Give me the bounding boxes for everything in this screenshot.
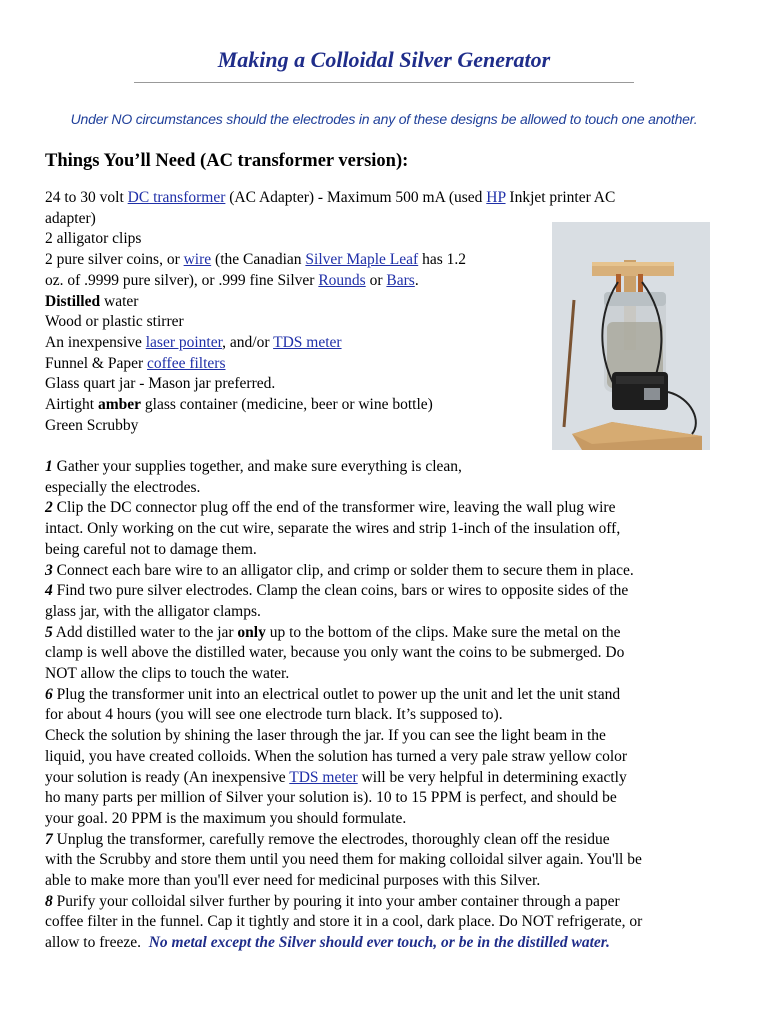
step-text: glass jar, with the alligator clamps. bbox=[45, 602, 261, 620]
link-tds-meter[interactable]: TDS meter bbox=[273, 333, 342, 351]
list-item: oz. of .9999 pure silver), or .999 fine Silver Rounds or Bars. bbox=[45, 271, 419, 289]
step-8: 8 Purify your colloidal silver further by pouring it into your amber container through a paper bbox=[45, 892, 620, 910]
link-coffee-filters[interactable]: coffee filters bbox=[147, 354, 226, 372]
link-hp[interactable]: HP bbox=[486, 189, 506, 206]
generator-illustration bbox=[552, 222, 710, 450]
link-rounds[interactable]: Rounds bbox=[318, 271, 366, 289]
list-item: adapter) bbox=[45, 209, 96, 227]
check-text: liquid, you have created colloids. When the solution has turned a very pale straw yellow color bbox=[45, 747, 628, 765]
step-text: able to make more than you'll ever need for medicinal purposes with this Silver. bbox=[45, 872, 541, 890]
link-tds-meter-2[interactable]: TDS meter bbox=[289, 768, 358, 786]
check-text: your goal. 20 PPM is the maximum you should formulate. bbox=[45, 809, 407, 827]
link-laser-pointer[interactable]: laser pointer bbox=[145, 333, 223, 351]
link-wire[interactable]: wire bbox=[183, 251, 212, 269]
list-item: 2 alligator clips bbox=[45, 230, 142, 248]
step-1: 1 Gather your supplies together, and make sure everything is clean, bbox=[45, 458, 462, 475]
step-4: 4 Find two pure silver electrodes. Clamp the clean coins, bars or wires to opposite sides of the bbox=[45, 582, 629, 600]
list-item: Airtight amber glass container (medicine, beer or wine bottle) bbox=[45, 396, 433, 414]
step-text: for about 4 hours (you will see one electrode turn black. It’s supposed to). bbox=[45, 706, 503, 724]
link-silver-maple-leaf[interactable]: Silver Maple Leaf bbox=[305, 251, 419, 269]
step-2: 2 Clip the DC connector plug off the end of the transformer wire, leaving the wall plug wire bbox=[45, 499, 616, 517]
check-text: your solution is ready (An inexpensive TDS meter will be very helpful in determining exactly bbox=[45, 768, 627, 786]
list-item: Funnel & Paper coffee filters bbox=[45, 354, 226, 372]
step-text: intact. Only working on the cut wire, separate the wires and strip 1-inch of the insulation off, bbox=[45, 520, 621, 538]
check-text: ho many parts per million of Silver your solution is). 10 to 15 PPM is perfect, and should be bbox=[45, 789, 617, 807]
instruction-steps bbox=[45, 457, 735, 954]
step-7: 7 Unplug the transformer, carefully remove the electrodes, thoroughly clean off the residue bbox=[45, 830, 610, 848]
list-item: Distilled water bbox=[45, 292, 139, 310]
link-dc-transformer[interactable]: DC transformer bbox=[127, 189, 226, 206]
list-item: 24 to 30 volt DC transformer (AC Adapter) - Maximum 500 mA (used HP Inkjet printer AC bbox=[45, 189, 616, 206]
step-6: 6 Plug the transformer unit into an electrical outlet to power up the unit and let the unit stand bbox=[45, 685, 621, 703]
list-item: Green Scrubby bbox=[45, 416, 139, 434]
step-text: especially the electrodes. bbox=[45, 478, 201, 496]
check-text: Check the solution by shining the laser through the jar. If you can see the light beam in the bbox=[45, 727, 606, 745]
step-text: NOT allow the clips to touch the water. bbox=[45, 665, 290, 683]
warning-note: Under NO circumstances should the electrodes in any of these designs be allowed to touch one another. bbox=[70, 111, 698, 127]
list-item: Wood or plastic stirrer bbox=[45, 313, 184, 331]
step-text: being careful not to damage them. bbox=[45, 540, 257, 558]
final-warning: No metal except the Silver should ever touch, or be in the distilled water. bbox=[148, 934, 610, 952]
step-text: with the Scrubby and store them until you need them for making colloidal silver again. You'll be bbox=[45, 851, 642, 869]
step-text: clamp is well above the distilled water, because you only want the coins to be submerged. Do bbox=[45, 644, 625, 662]
list-item: Glass quart jar - Mason jar preferred. bbox=[45, 375, 276, 393]
title-divider bbox=[134, 82, 634, 83]
link-bars[interactable]: Bars bbox=[386, 271, 415, 289]
list-item: 2 pure silver coins, or wire (the Canadian Silver Maple Leaf has 1.2 bbox=[45, 251, 466, 269]
step-5: 5 Add distilled water to the jar only up to the bottom of the clips. Make sure the metal on the bbox=[45, 623, 621, 641]
step-3: 3 Connect each bare wire to an alligator clip, and crimp or solder them to secure them in place. bbox=[45, 561, 634, 579]
generator-photo bbox=[552, 222, 710, 450]
list-item: An inexpensive laser pointer, and/or TDS meter bbox=[45, 333, 342, 351]
page-title: Making a Colloidal Silver Generator bbox=[217, 47, 551, 72]
step-text: coffee filter in the funnel. Cap it tightly and store it in a cool, dark place. Do NOT refrigerate, or bbox=[45, 913, 643, 931]
step-text: allow to freeze. No metal except the Silver should ever touch, or be in the distilled water. bbox=[45, 934, 610, 952]
section-heading: Things You’ll Need (AC transformer version): bbox=[45, 151, 409, 171]
